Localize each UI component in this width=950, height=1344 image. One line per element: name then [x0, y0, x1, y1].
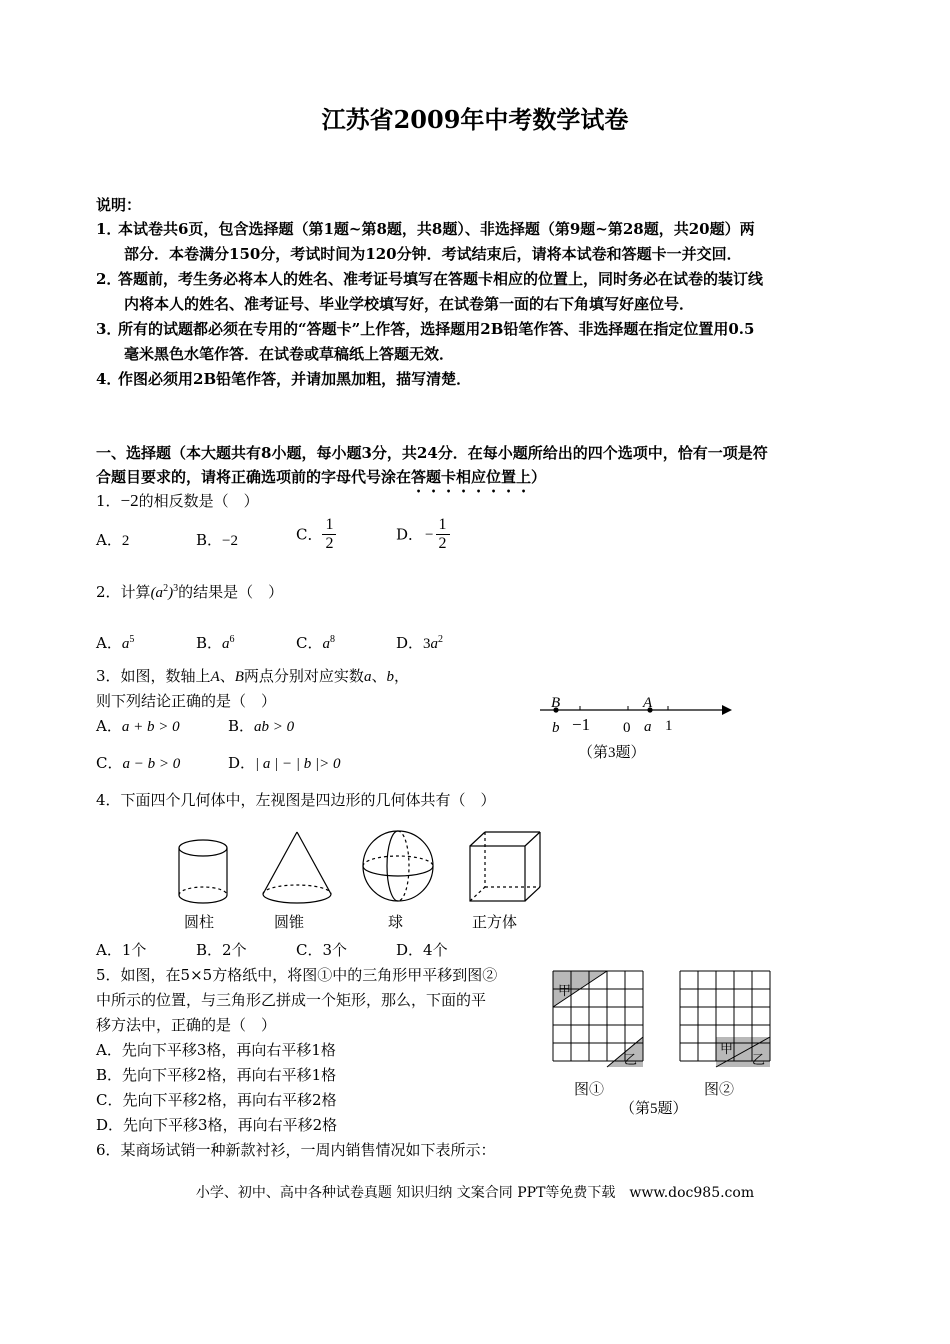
q6-stem: 6．某商场试销一种新款衬衫，一周内销售情况如下表所示： [96, 1141, 496, 1159]
q4-stem: 4．下面四个几何体中，左视图是四边形的几何体共有（ ） [96, 791, 496, 809]
cube-shape [470, 832, 540, 901]
q3-number-line-figure [530, 688, 740, 768]
q2-stem: 2．计算$(a^2)^3$的结果是（ ） [96, 583, 284, 601]
q5-figure-caption: （第5题） [620, 1101, 688, 1117]
fig1-label-jia: 甲 [558, 983, 572, 998]
q1-option-c: C． $\frac{1}{2}$ [296, 516, 336, 553]
q3-option-b: B．ab > 0 [228, 717, 295, 735]
shape-label-cube: 正方体 [472, 913, 518, 931]
shape-label-sphere: 球 [388, 913, 404, 931]
q3-stem-line-1: 3．如图，数轴上A、B两点分别对应实数a、b， [96, 667, 409, 685]
q5-option-c: C．先向下平移2格，再向右平移2格 [96, 1091, 337, 1109]
q3-option-c: C．a − b > 0 [96, 754, 181, 772]
label-one: 1 [665, 718, 673, 734]
cone-shape [263, 832, 331, 903]
q5-option-a: A．先向下平移3格，再向右平移1格 [96, 1041, 336, 1059]
shape-label-cylinder: 圆柱 [184, 913, 215, 931]
q1-stem: 1．−2的相反数是（ ） [96, 491, 259, 510]
q4-option-c: C．3个 [296, 941, 348, 959]
notes-heading: 说明： [96, 196, 142, 214]
fig1-caption: 图① [574, 1082, 605, 1098]
note-item-3-line-2: 毫米黑色水笔作答．在试卷或草稿纸上答题无效． [124, 345, 455, 363]
label-zero: 0 [623, 720, 631, 736]
q4-option-b: B．2个 [196, 941, 247, 959]
note-item-2-line-2: 内将本人的姓名、准考证号、毕业学校填写好，在试卷第一面的右下角填写好座位号． [124, 295, 695, 313]
page-footer: 小学、初中、高中各种试卷真题 知识归纳 文案合同 PPT等免费下载 www.doc985.com [195, 1185, 755, 1201]
q2-option-b: B．$a^6$ [196, 634, 235, 652]
q5-stem-line-3: 移方法中，正确的是（ ） [96, 1016, 277, 1034]
q3-figure-caption: （第3题） [578, 745, 646, 761]
section-header-line-1: 一、选择题（本大题共有8小题，每小题3分，共24分．在每小题所给出的四个选项中，恰有一项是符 [96, 444, 768, 462]
q3-option-d: D．| a | − | b |> 0 [228, 754, 341, 772]
fig2-label-yi: 乙 [752, 1052, 766, 1067]
q5-option-d: D．先向下平移3格，再向右平移2格 [96, 1116, 338, 1134]
label-a: a [644, 719, 652, 735]
label-A: A [643, 695, 653, 711]
fraction-one-half: $\frac{1}{2}$ [436, 516, 450, 553]
fig2-label-jia: 甲 [720, 1041, 734, 1056]
cylinder-shape [179, 840, 227, 903]
q4-option-a: A．1个 [96, 941, 147, 959]
section-header-line-2: 合题目要求的，请将正确选项前的字母代号涂在答题卡相应位置上） [96, 468, 547, 486]
label-B: B [551, 695, 561, 711]
note-item-1: 1．本试卷共6页，包含选择题（第1题~第8题，共8题）、非选择题（第9题~第28题，共20题）两 [96, 220, 755, 238]
q2-option-d: D．$3a^2$ [396, 634, 444, 652]
sphere-shape [363, 831, 433, 901]
q5-stem-line-2: 中所示的位置，与三角形乙拼成一个矩形，那么，下面的平 [96, 991, 487, 1009]
q5-stem-line-1: 5．如图，在5×5方格纸中，将图①中的三角形甲平移到图② [96, 966, 498, 984]
label-minus-one: −1 [572, 715, 591, 734]
q3-stem-line-2: 则下列结论正确的是（ ） [96, 692, 277, 710]
note-item-2: 2．答题前，考生务必将本人的姓名、准考证号填写在答题卡相应的位置上，同时务必在试卷的装订线 [96, 270, 764, 288]
note-item-3: 3．所有的试题都必须在专用的“答题卡”上作答，选择题用2B铅笔作答、非选择题在指定位置用0.5 [96, 320, 755, 338]
arrow-right-icon [722, 705, 732, 715]
q2-option-a: A．$a^5$ [96, 634, 135, 652]
note-item-4: 4．作图必须用2B铅笔作答，并请加黑加粗，描写清楚． [96, 370, 472, 388]
fig1-label-yi: 乙 [624, 1052, 638, 1067]
q2-option-c: C．$a^8$ [296, 634, 335, 652]
shape-label-cone: 圆锥 [274, 913, 305, 931]
q5-option-b: B．先向下平移2格，再向右平移1格 [96, 1066, 337, 1084]
q5-grid-figure [548, 966, 788, 1121]
fraction-one-half: $\frac{1}{2}$ [322, 516, 336, 553]
q1-option-b: B．−2 [196, 531, 238, 549]
fig2-caption: 图② [704, 1082, 735, 1098]
label-b: b [552, 720, 560, 736]
page-title: 江苏省2009年中考数学试卷 [321, 105, 629, 134]
q3-option-a: A．a + b > 0 [96, 717, 180, 735]
q1-option-a: A．2 [96, 531, 130, 549]
q1-option-d: D． − $\frac{1}{2}$ [396, 516, 450, 553]
q4-option-d: D．4个 [396, 941, 448, 959]
note-item-1-line-2: 部分．本卷满分150分，考试时间为120分钟．考试结束后，请将本试卷和答题卡一并交回． [124, 245, 742, 263]
